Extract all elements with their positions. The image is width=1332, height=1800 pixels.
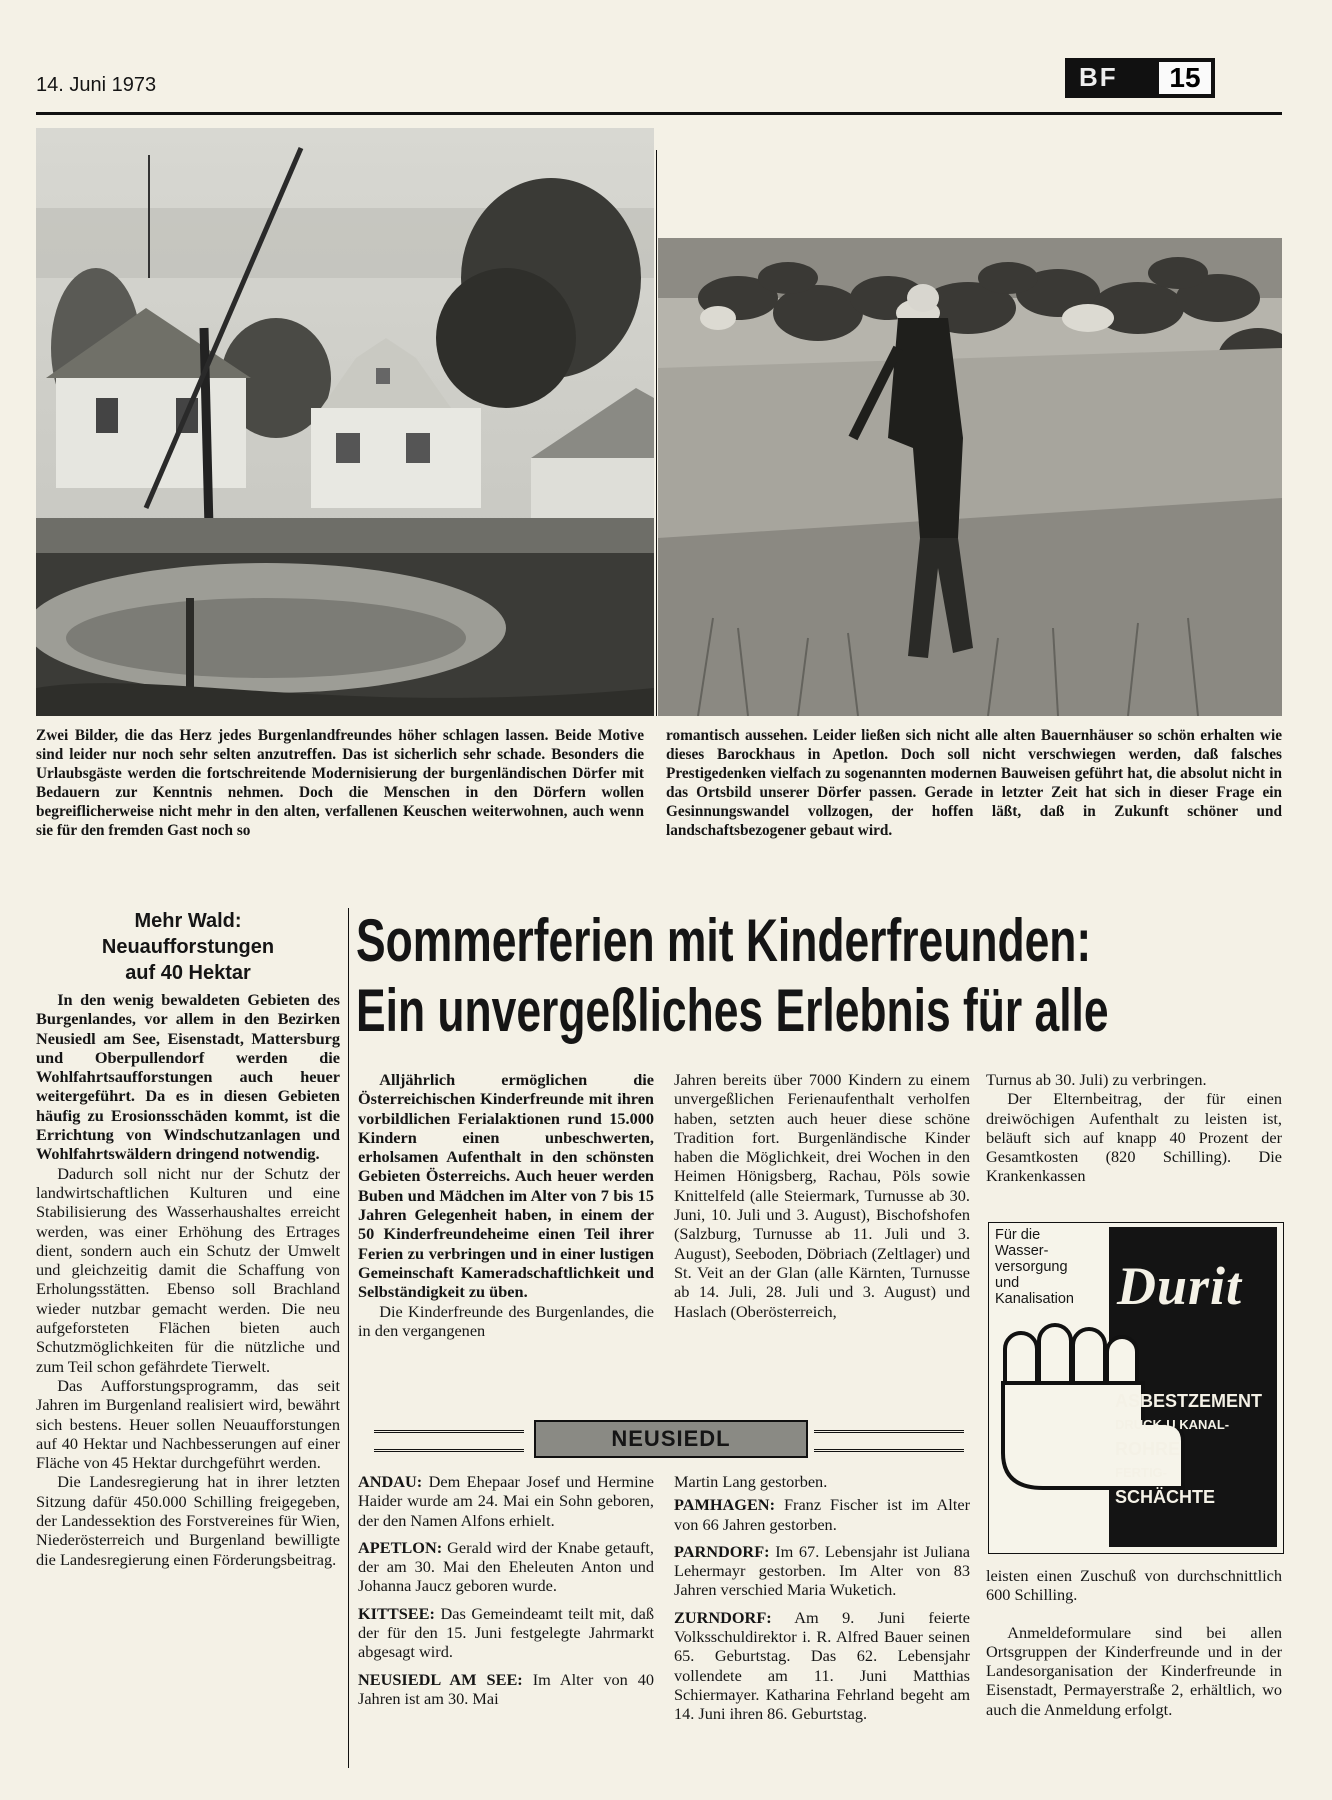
issue-date: 14. Juni 1973 [36,74,157,96]
news-text: Franz Fischer ist im Alter von 66 Jahren gestorben. [674,1495,971,1534]
durit-ad [988,1222,1284,1554]
news-place: ANDAU: [358,1472,423,1491]
ad-product-text [1115,1389,1275,1509]
news-item [358,1604,654,1662]
side-article-paragraph: Dadurch soll nicht nur der Schutz der landwirtschaftlichen Kulturen und eine Stabilisierung des Wasserhaushaltes erreicht werden, was einer Erhöhung des Ertrages dient, sondern auch ein Schutz der Umwelt und gleichzeitig damit die Schaffung von Erholungsstätten. Ebenso soll Brachland wieder nutzbar gemacht werden. Die neu aufgeforsteten Flächen bieten auch Schutzmöglichkeiten für die nützliche und zum Teil schon gefährdete Tierwelt. [36,1163,340,1376]
main-article-lead: Alljährlich ermöglichen die Österreichischen Kinderfreunde mit ihren vorbildlichen Ferialaktionen rund 15.000 Kindern einen unbeschwerten, erholsamen Aufenthalt in den schönsten Gebieten Österreichs. Auch heuer werden Buben und Mädchen im Alter von 7 bis 15 Jahren Gelegenheit haben, in einem der 50 Kinderfreundeheime einen Teil ihrer Ferien zu verbringen und in einer lustigen Gemeinschaft Kameradschaftlichkeit und Selbständigkeit zu üben. [358,1070,654,1302]
main-article-paragraph: Turnus ab 30. Juli) zu verbringen. [986,1070,1207,1089]
main-headline-line-1: Sommerferien mit Kinderfreunden: [356,907,1092,974]
news-item [674,1495,970,1534]
news-text: Gerald wird der Knabe getauft, der am 30. Mai den Eheleuten Anton und Johanna Jaucz geboren wurde. [358,1537,654,1596]
side-article-headline [36,908,340,986]
ad-product-line: ROHRE [1115,1439,1181,1459]
news-text: Im 67. Lebensjahr ist Juliana Lehermayr gestorben. Im Alter von 83 Jahren verschied Maria Wuketich. [674,1541,970,1600]
side-article-paragraph: Die Landesregierung hat in ihrer letzten Sitzung dafür 450.000 Schilling freigegeben, der Landessektion des Forstvereines für Wien, Niederösterreich und Burgenland bewilligte die Landesregierung einen Förderungsbeitrag. [36,1472,340,1569]
main-article-paragraph: Der Elternbeitrag, der für einen dreiwöchigen Aufenthalt zu leisten ist, beläuft sich auf knapp 40 Prozent der Gesamtkosten (820 Schilling). Die Krankenkassen [986,1089,1282,1186]
news-item [674,1542,970,1600]
news-item [358,1472,654,1530]
column-rule [348,908,349,1768]
main-article-column-3 [986,1070,1282,1186]
news-text: Im Alter von 40 Jahren ist am 30. Mai [358,1669,654,1708]
news-place: KITTSEE: [358,1603,435,1623]
news-item [674,1608,970,1724]
ad-tagline-line: versorgung [995,1259,1068,1275]
side-article-paragraph: Das Aufforstungsprogramm, das seit Jahren im Burgenland realisiert wird, bewährt sich bestens. Heuer sollen Neuaufforstungen auf 40 Hektar und Nachbesserungen auf einer Fläche von 45 Hektar durchgeführt werden. [36,1375,340,1473]
photo-cattle-herd-image [658,238,1282,716]
main-headline-line-2: Ein unvergeßliches Erlebnis für alle [356,977,1109,1044]
news-place: PARNDORF: [674,1541,770,1561]
news-place: ZURNDORF: [674,1607,772,1627]
neusiedl-banner [374,1418,964,1458]
news-place: APETLON: [358,1537,443,1557]
side-article-body [36,990,340,1569]
news-place: PAMHAGEN: [674,1495,775,1515]
side-article [36,908,340,1569]
ad-tagline-line: und [995,1275,1020,1291]
banner-rules-left [374,1430,524,1452]
side-article-lead: In den wenig bewaldeten Gebieten des Burgenlandes, vor allem in den Bezirken Neusiedl am See, Eisenstadt, Mattersburg und Oberpullendorf werden die Wohlfahrtsaufforstungen auch heuer weitergeführt. Da es in diesen Gebieten häufig zu Erosionsschäden kommt, ist die Errichtung von Windschutzanlagen und Wohlfahrtswäldern dringend notwendig. [36,990,340,1164]
main-article-column-1 [358,1070,654,1340]
news-item [674,1472,970,1491]
main-article-column-3-continued [986,1566,1282,1719]
ad-tagline-line: Wasser- [995,1243,1049,1259]
photo-divider [656,150,657,716]
ad-product-line: ASBESTZEMENT [1115,1391,1263,1411]
photo-caption-left: Zwei Bilder, die das Herz jedes Burgenlandfreundes höher schlagen lassen. Beide Motive sind leider nur noch sehr selten anzutreffen. Das ist sicherlich sehr schade. Besonders die Urlaubsgäste werden die fortschreitende Modernisierung der burgenländischen Dörfer mit Bedauern zur Kenntnis nehmen. Doch die Menschen in den Dörfern wollen begreiflicherweise nicht mehr in den alten, verfallenen Keuschen weiterwohnen, auch wenn sie für den fremden Gast noch so [36,727,644,840]
photo-caption-right: romantisch aussehen. Leider ließen sich nicht alle alten Bauernhäuser so schön erhalten wie dieses Barockhaus in Apetlon. Doch soll nicht verschwiegen werden, daß falsches Prestigedenken vielfach zu sogenannten modernen Bauweisen geführt hat, die absolut nicht in das Ortsbild unserer Dörfer passen. Gerade in letzter Zeit hat sich in dieser Frage ein Gesinnungswandel vollzogen, der hoffen läßt, daß in Zukunft schöner und landschaftsbezogener gebaut wird. [666,727,1282,840]
ad-tagline [995,1227,1105,1307]
side-headline-line-1: Mehr Wald: [134,910,242,932]
ad-tagline-line: Für die [995,1227,1041,1243]
side-headline-line-3: auf 40 Hektar [125,962,251,984]
main-headline [356,906,1282,1056]
news-text: Am 9. Juni feierte Volksschuldirektor i. R. Alfred Bauer seinen 65. Geburtstag. Das 62. Lebensjahr vollendete am 11. Juni Matthias Schiermayer. Katharina Fehrland begeht am 14. Juni ihren 86. Geburtstag. [674,1607,971,1724]
neusiedl-title: NEUSIEDL [534,1420,808,1458]
news-place: NEUSIEDL AM SEE: [358,1669,523,1689]
neusiedl-column-2 [674,1472,970,1724]
main-article-column-2 [674,1070,970,1321]
news-text: Dem Ehepaar Josef und Hermine Haider wurde am 24. Mai ein Sohn geboren, der den Namen Alfons erhielt. [358,1472,654,1530]
main-article-paragraph: Die Kinderfreunde des Burgenlandes, die in den vergangenen [358,1301,654,1340]
main-article-paragraph: Jahren bereits über 7000 Kindern zu einem unvergeßlichen Ferienaufenthalt verholfen haben, setzten auch heuer diese schöne Tradition fort. Burgenländische Kinder haben die Möglichkeit, drei Wochen in den Heimen Hönigsberg, Rachau, Pöls sowie Knittelfeld (alle Steiermark, Turnusse ab 30. Juni, 10. Juli und 3. August), Bischofshofen (Salzburg, Turnusse ab 11. Juli und 3. August), Seeboden, Döbriach (Zeltlager) und St. Veit an der Glan (alle Kärnten, Turnusse ab 14. Juli, 28. Juli und 3. August) und Haslach (Oberösterreich, [674,1070,970,1321]
news-item [358,1670,654,1709]
section-label: BF [1079,62,1118,92]
banner-rules-right [814,1430,964,1452]
ad-product-line: SCHÄCHTE [1115,1487,1216,1507]
neusiedl-column-1 [358,1472,654,1708]
photo-baroque-house-image [36,128,654,716]
page-number: 15 [1159,62,1211,94]
section-badge [1065,58,1215,98]
ad-product-line: DRUCK-U KANAL- [1115,1417,1230,1432]
news-item [358,1538,654,1596]
photo-baroque-house [36,128,654,716]
header-rule [36,112,1282,115]
news-text: Das Gemeindeamt teilt mit, daß der für den 15. Juni festgelegte Jahrmarkt abgesagt wird. [358,1603,655,1662]
ad-brand-logo: Durit [1117,1256,1243,1316]
ad-tagline-line: Kanalisation [995,1291,1074,1307]
main-article-paragraph: Anmeldeformulare sind bei allen Ortsgruppen der Kinderfreunde und in der Landesorganisation der Kinderfreunde in Eisenstadt, Permayerstraße 2, erhältlich, wo auch die Anmeldung erfolgt. [986,1622,1282,1719]
ad-product-line: FERTIG- [1115,1465,1167,1480]
side-headline-line-2: Neuaufforstungen [101,936,275,958]
photo-cattle-herd [658,238,1282,716]
main-article-paragraph: leisten einen Zuschuß von durchschnittlich 600 Schilling. [986,1566,1282,1605]
news-text: Martin Lang gestorben. [674,1472,828,1491]
